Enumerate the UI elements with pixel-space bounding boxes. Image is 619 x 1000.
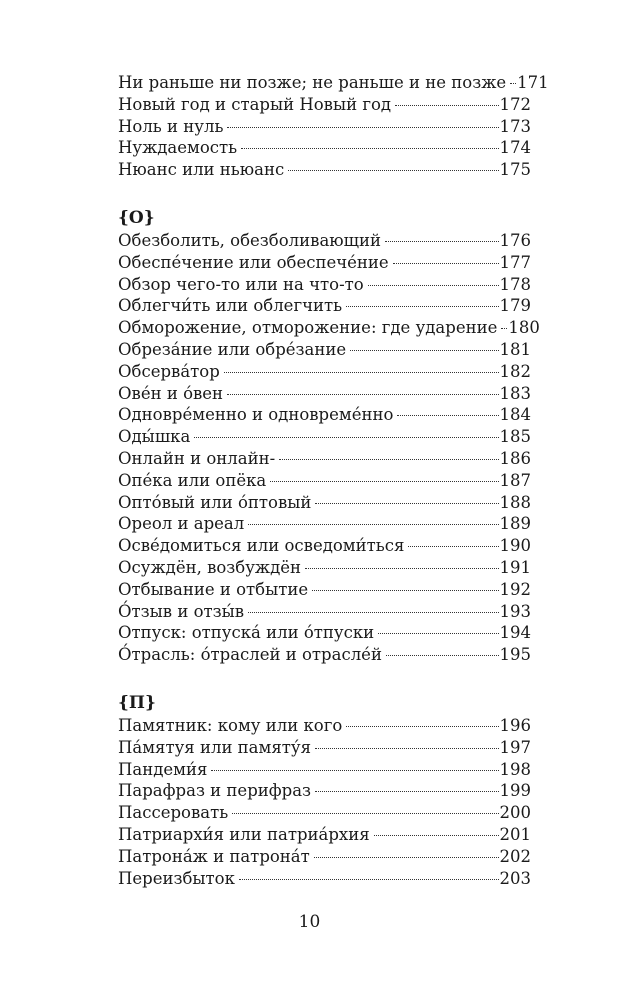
- toc-entry[interactable]: [118, 802, 531, 824]
- toc-entry[interactable]: [118, 72, 549, 94]
- toc-entry-page: 200: [499, 803, 531, 823]
- toc-entry-page: 184: [499, 405, 531, 425]
- toc-entry[interactable]: [118, 470, 531, 492]
- dot-leader: [232, 813, 498, 814]
- toc-entry-title: Патриархи́я или патриа́рхия: [118, 824, 370, 844]
- toc-entry-title: Осве́домиться или осведоми́ться: [118, 536, 405, 556]
- toc-entry[interactable]: [118, 317, 540, 339]
- dot-leader: [346, 306, 498, 307]
- table-of-contents: [118, 72, 549, 889]
- toc-entry[interactable]: [118, 137, 531, 159]
- toc-entry[interactable]: [118, 94, 531, 116]
- toc-entry-page: 191: [499, 557, 531, 577]
- dot-leader: [305, 568, 498, 569]
- toc-entry-title: Памятник: кому или кого: [118, 715, 343, 735]
- toc-entry-page: 195: [499, 645, 531, 665]
- toc-entry-title: Пандеми́я: [118, 759, 208, 779]
- toc-entry[interactable]: [118, 492, 531, 514]
- toc-entry-title: Обреза́ние или обре́зание: [118, 339, 347, 359]
- toc-entry[interactable]: [118, 159, 531, 181]
- toc-entry[interactable]: [118, 780, 531, 802]
- toc-entry-title: Ни раньше ни позже; не раньше и не позже: [118, 73, 507, 92]
- toc-entry-page: 174: [499, 138, 531, 158]
- dot-leader: [315, 503, 498, 504]
- toc-entry[interactable]: [118, 274, 531, 296]
- toc-entry-title: Обезболить, обезболивающий: [118, 230, 381, 250]
- toc-entry-page: 198: [499, 759, 531, 779]
- toc-section: [118, 207, 540, 666]
- toc-entry-title: Парафраз и перифраз: [118, 781, 312, 801]
- toc-entry[interactable]: [118, 579, 531, 601]
- toc-entry-page: 176: [499, 230, 531, 250]
- toc-entry-title: Отбывание и отбытие: [118, 579, 309, 599]
- toc-entry[interactable]: [118, 824, 531, 846]
- toc-entry-page: 186: [499, 448, 531, 468]
- toc-entry-page: 180: [508, 318, 540, 338]
- toc-entry-page: 196: [499, 715, 531, 735]
- dot-leader: [501, 328, 507, 329]
- toc-entry-page: 185: [499, 427, 531, 447]
- toc-entry-title: Обсерва́тор: [118, 361, 220, 381]
- toc-entry-title: Осуждён, возбуждён: [118, 557, 302, 577]
- toc-entry-page: 193: [499, 601, 531, 621]
- toc-entry[interactable]: [118, 513, 531, 535]
- dot-leader: [194, 437, 498, 438]
- toc-entry-title: Ноль и нуль: [118, 116, 224, 136]
- toc-entry-page: 178: [499, 274, 531, 294]
- dot-leader: [248, 612, 498, 613]
- toc-entry-title: Нуждаемость: [118, 138, 238, 158]
- toc-entry[interactable]: [118, 601, 531, 623]
- dot-leader: [350, 350, 498, 351]
- toc-entry-page: 171: [517, 73, 549, 92]
- toc-entry[interactable]: [118, 737, 531, 759]
- toc-entry-page: 189: [499, 514, 531, 534]
- page-number: 10: [298, 912, 321, 932]
- dot-leader: [314, 857, 499, 858]
- dot-leader: [312, 590, 498, 591]
- toc-entry-page: 172: [499, 94, 531, 114]
- dot-leader: [346, 726, 498, 727]
- dot-leader: [248, 524, 498, 525]
- toc-entry[interactable]: [118, 383, 531, 405]
- dot-leader: [241, 148, 498, 149]
- toc-entry-title: Обзор чего-то или на что-то: [118, 274, 364, 294]
- toc-entry[interactable]: [118, 846, 531, 868]
- toc-entry[interactable]: [118, 535, 531, 557]
- toc-entry-title: Отпуск: отпуска́ или о́тпуски: [118, 623, 375, 643]
- toc-entry-title: Обморожение, отморожение: где ударение: [118, 318, 498, 338]
- toc-entry[interactable]: [118, 404, 531, 426]
- toc-entry-page: 199: [499, 781, 531, 801]
- dot-leader: [239, 879, 499, 880]
- dot-leader: [386, 655, 499, 656]
- toc-entry-page: 179: [499, 296, 531, 316]
- toc-entry[interactable]: [118, 252, 531, 274]
- toc-entry[interactable]: [118, 622, 531, 644]
- toc-entry-page: 201: [499, 824, 531, 844]
- dot-leader: [408, 546, 498, 547]
- toc-entry-title: Обеспе́чение или обеспече́ние: [118, 252, 389, 272]
- dot-leader: [395, 105, 498, 106]
- toc-entry-page: 182: [499, 361, 531, 381]
- dot-leader: [385, 241, 499, 242]
- dot-leader: [397, 415, 498, 416]
- toc-entry-title: Переизбыток: [118, 868, 235, 888]
- toc-entry-title: Ове́н и о́вен: [118, 383, 224, 403]
- dot-leader: [270, 481, 498, 482]
- toc-entry-title: О́трасль: о́траслей и отрасле́й: [118, 645, 382, 665]
- dot-leader: [368, 285, 499, 286]
- toc-entry[interactable]: [118, 339, 531, 361]
- toc-entry[interactable]: [118, 557, 531, 579]
- toc-entry-page: 175: [499, 160, 531, 180]
- dot-leader: [315, 748, 498, 749]
- toc-entry-title: Нюанс или ньюанс: [118, 160, 285, 180]
- toc-entry-page: 183: [499, 383, 531, 403]
- section-heading: {П}: [118, 692, 156, 713]
- dot-leader: [288, 170, 498, 171]
- toc-section: [118, 692, 531, 889]
- toc-entry-title: Облегчи́ть или облегчить: [118, 296, 343, 316]
- dot-leader: [279, 459, 498, 460]
- section-heading: {О}: [118, 207, 155, 228]
- toc-entry[interactable]: [118, 448, 531, 470]
- toc-entry-title: Онлайн и онлайн-: [118, 448, 276, 468]
- toc-entry-page: 190: [499, 536, 531, 556]
- toc-entry-page: 187: [499, 470, 531, 490]
- toc-entry-page: 192: [499, 579, 531, 599]
- toc-entry-title: Патрона́ж и патрона́т: [118, 846, 310, 866]
- toc-entry-title: Опе́ка или опёка: [118, 470, 267, 490]
- toc-entry-title: Ореол и ареал: [118, 514, 245, 534]
- toc-entry-page: 173: [499, 116, 531, 136]
- toc-entry-page: 181: [499, 339, 531, 359]
- toc-entry[interactable]: [118, 644, 531, 666]
- toc-entry-title: Па́мятуя или памяту́я: [118, 737, 312, 757]
- toc-entry[interactable]: [118, 295, 531, 317]
- toc-entry-page: 197: [499, 737, 531, 757]
- toc-entry-title: О́тзыв и отзы́в: [118, 601, 245, 621]
- toc-entry-page: 188: [499, 492, 531, 512]
- dot-leader: [211, 770, 498, 771]
- toc-entry[interactable]: [118, 116, 531, 138]
- dot-leader: [374, 835, 499, 836]
- toc-entry-page: 194: [499, 623, 531, 643]
- toc-entry-title: Пассеровать: [118, 803, 229, 823]
- dot-leader: [227, 394, 498, 395]
- toc-entry-title: Новый год и старый Новый год: [118, 94, 392, 114]
- toc-entry-title: Оды́шка: [118, 427, 191, 447]
- dot-leader: [224, 372, 499, 373]
- toc-entry[interactable]: [118, 230, 531, 252]
- toc-entry[interactable]: [118, 868, 531, 890]
- toc-section: [118, 72, 549, 181]
- toc-entry-page: 202: [499, 846, 531, 866]
- dot-leader: [393, 263, 499, 264]
- toc-entry-title: Опто́вый или о́птовый: [118, 492, 312, 512]
- toc-entry[interactable]: [118, 715, 531, 737]
- toc-entry-title: Одновре́менно и одновреме́нно: [118, 405, 394, 425]
- toc-entry[interactable]: [118, 759, 531, 781]
- toc-entry-page: 177: [499, 252, 531, 272]
- toc-entry-page: 203: [499, 868, 531, 888]
- dot-leader: [510, 83, 516, 84]
- dot-leader: [378, 633, 498, 634]
- dot-leader: [227, 127, 498, 128]
- toc-entry[interactable]: [118, 361, 531, 383]
- toc-entry[interactable]: [118, 426, 531, 448]
- dot-leader: [315, 791, 498, 792]
